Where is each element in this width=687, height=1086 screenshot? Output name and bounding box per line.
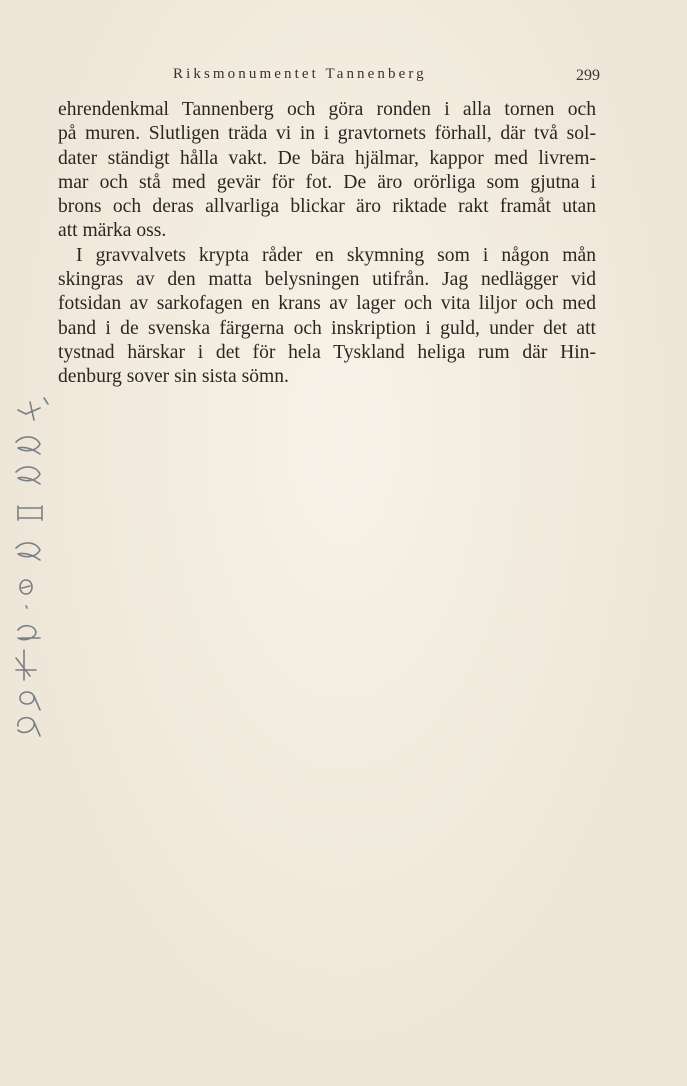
- handwritten-shelfmark-drawing: [0, 380, 60, 740]
- text-line: dater ständigt hålla vakt. De bära hjälmar, kappor med livrem-: [58, 147, 596, 169]
- text-line: denburg sover sin sista sömn.: [58, 366, 289, 388]
- text-line: tystnad härskar i det för hela Tyskland heliga rum där Hin-: [58, 341, 596, 363]
- text-line: mar och stå med gevär för fot. De äro orörliga som gjutna i: [58, 171, 596, 193]
- text-line: brons och deras allvarliga blickar äro riktade rakt framåt utan: [58, 196, 596, 218]
- paragraph-1: [58, 98, 596, 244]
- running-head: [58, 66, 610, 88]
- page-number: 299: [576, 67, 600, 84]
- text-line: att märka oss.: [58, 220, 167, 242]
- paragraph-2: [58, 244, 596, 390]
- text-line: fotsidan av sarkofagen en krans av lager och vita liljor och med: [58, 293, 596, 315]
- text-line: ehrendenkmal Tannenberg och göra ronden i alla tornen och: [58, 99, 596, 120]
- text-line: band i de svenska färgerna och inskription i guld, under det att: [58, 317, 596, 339]
- handwritten-shelfmark: [0, 380, 60, 740]
- text-line: I gravvalvets krypta råder en skymning som i någon mån: [76, 244, 596, 266]
- running-title: Riksmonumentet Tannenberg: [173, 66, 427, 82]
- text-line: skingras av den matta belysningen utifrån. Jag nedlägger vid: [58, 269, 596, 291]
- text-line: på muren. Slutligen träda vi in i gravtornets förhall, där två sol-: [58, 123, 596, 145]
- body-text: [58, 98, 596, 390]
